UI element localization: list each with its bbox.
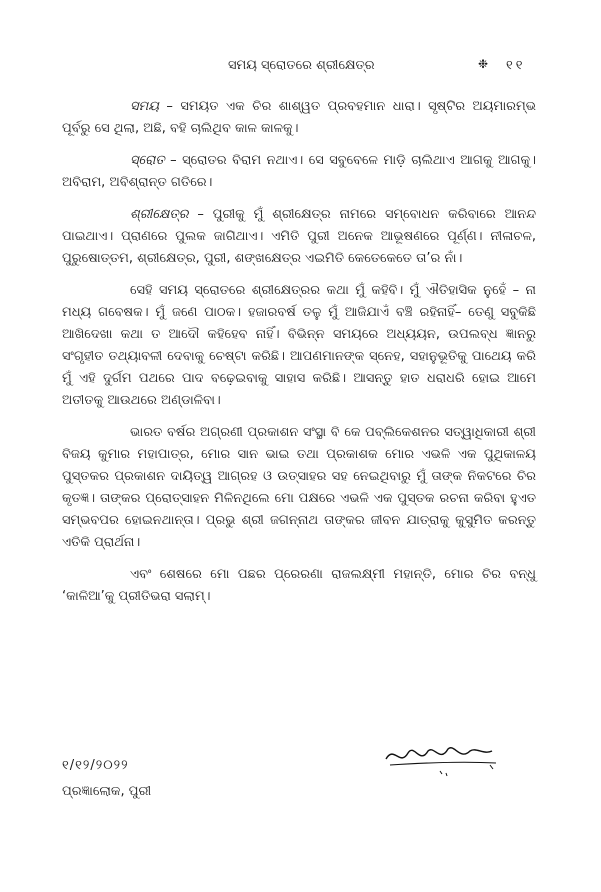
page-number: ୧୧ [506, 58, 526, 73]
place-line: ପ୍ରଜ୍ଞାଲୋକ, ପୁରୀ [62, 784, 152, 799]
paragraph-text: ଭାରତ ବର୍ଷର ଅଗ୍ରଣୀ ପ୍ରକାଶନ ସଂସ୍ଥା ବି କେ ପବ୍ଲିକେଶନର ସତ୍ୱାଧିକାରୀ ଶ୍ରୀ ବିଜୟ କୁମାର ମହାପାତ୍ର, ମୋର ସାନ ଭାଇ ତଥା ପ୍ରକାଶକ ମୋର ଏଭଳି ଏକ ପୁଥିକାଳୟ ପୁସ୍ତକର ପ୍ରକାଶନ ଦାୟିତ୍ୱ ଆଗ୍ରହ ଓ ଉତ୍ସାହର ସହ ନେଇଥିବାରୁ ମୁଁ ତାଙ୍କ ନିକଟରେ ଚିର କୃତଜ୍ଞ। ତାଙ୍କର ପ୍ରୋତ୍ସାହନ ମିଳିନଥିଲେ ମୋ ପକ୍ଷରେ ଏଭଳି ଏକ ପୁସ୍ତକ ରଚନା କରିବା ହୁଏତ ସମ୍ଭବପର ହୋଇନଥାନ୍ତା। ପ୍ରଭୁ ଶ୍ରୀ ଜଗନ୍ନାଥ ତାଙ୍କର ଜୀବନ ଯାତ୍ରାକୁ କୁସୁମିତ କରନ୍ତୁ ଏତିକି ପ୍ରାର୍ଥନା। [62, 425, 536, 550]
paragraph-term: ସମୟ [130, 99, 159, 114]
paragraph-text: ଏବଂ ଶେଷରେ ମୋ ପଛର ପ୍ରେରଣା ରାଜଲକ୍ଷ୍ମୀ ମହାନ୍ତି, ମୋର ଚିର ବନ୍ଧୁ ‘କାଳିଆ’କୁ ପ୍ରୀତିଭରା ସଲାମ୍। [62, 567, 536, 604]
paragraph-term: ଶ୍ରୀକ୍ଷେତ୍ର [130, 207, 189, 222]
paragraph-srikshetra [62, 204, 536, 270]
date-line: ୧/୧୨/୨୦୨୨ [62, 758, 129, 773]
paragraph-term: ସ୍ରୋତ [130, 153, 165, 168]
paragraph-acknowledgement [62, 422, 536, 554]
signature-image [380, 737, 500, 787]
running-header [0, 58, 601, 80]
paragraph-srota [62, 150, 536, 194]
paragraph-text: – ପୁରୀକୁ ମୁଁ ଶ୍ରୀକ୍ଷେତ୍ର ନାମରେ ସମ୍ବୋଧନ କରିବାରେ ଆନନ୍ଦ ପାଇଥାଏ। ପ୍ରାଣରେ ପୁଲକ ଜାଗିଥାଏ। ଏମିତି ପୁରୀ ଅନେକ ଆଭୂଷଣରେ ପୂର୍ଣ୍ଣ। ନୀଳାଚଳ, ପୁରୁଷୋତ୍ତମ, ଶ୍ରୀକ୍ଷେତ୍ର, ପୁରୀ, ଶଙ୍ଖକ୍ଷେତ୍ର ଏଇମିତି କେତେକେତେ ତା’ର ନାଁ। [62, 207, 536, 266]
paragraph-text: – ସ୍ରୋତର ବିରାମ ନଥାଏ। ସେ ସବୁବେଳେ ମାଡ଼ି ଚାଲିଥାଏ ଆଗକୁ ଆଗକୁ। ଅବିରାମ, ଅବିଶ୍ରାନ୍ତ ଗତିରେ। [62, 153, 536, 190]
paragraph-intro [62, 280, 536, 412]
paragraph-samaya [62, 96, 536, 140]
paragraph-closing [62, 564, 536, 608]
ornament-icon: ❉ [478, 57, 489, 71]
paragraph-text: – ସମୟତ ଏକ ଚିର ଶାଶ୍ୱତ ପ୍ରବହମାନ ଧାରା। ସୃଷ୍ଟିର ଅୟମାରମ୍ଭ ପୂର୍ବରୁ ସେ ଥିଲା, ଅଛି, ବହି ଚାଲିଥିବ କାଳ କାଳକୁ। [62, 99, 536, 136]
running-title: ସମୟ ସ୍ରୋତରେ ଶ୍ରୀକ୍ଷେତ୍ର [228, 58, 375, 73]
paragraph-text: ସେହି ସମୟ ସ୍ରୋତରେ ଶ୍ରୀକ୍ଷେତ୍ରର କଥା ମୁଁ କହିବି। ମୁଁ ଐତିହାସିକ ନୁହେଁ – ନା ମଧ୍ୟ ଗବେଷକ। ମୁଁ ଜଣେ ପାଠକ। ହଜାରବର୍ଷ ତଳୁ ମୁଁ ଆଜିଯାଏଁ ବଞ୍ଚି ରହିନାହିଁ– ତେଣୁ ସବୁକିଛି ଆଖିଦେଖା କଥା ତ ଆଦୌ କହିହେବ ନାହିଁ। ବିଭିନ୍ନ ସମୟରେ ଅଧ୍ୟୟନ, ଉପଲବ୍ଧ ଜ୍ଞାନରୁ ସଂଗୃହୀତ ତଥ୍ୟାବଳୀ ଦେବାକୁ ଚେଷ୍ଟା କରିଛି। ଆପଣମାନଙ୍କ ସ୍ନେହ, ସହାନୁଭୂତିକୁ ପାଥେୟ କରି ମୁଁ ଏହି ଦୁର୍ଗମ ପଥରେ ପାଦ ବଢ଼େଇବାକୁ ସାହାସ କରିଛି। ଆସନ୍ତୁ ହାତ ଧରାଧରି ହୋଇ ଆମେ ଅତୀତକୁ ଆଉଥରେ ଅଣ୍ଡାଳିବା। [62, 283, 536, 408]
preface-body [62, 96, 536, 618]
